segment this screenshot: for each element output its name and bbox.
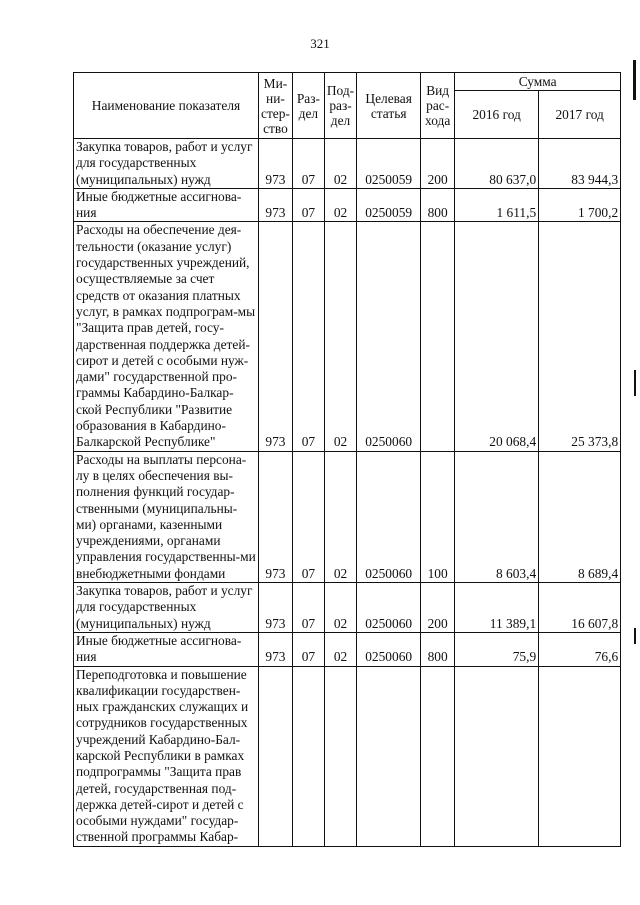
cell-subsection: 02 — [324, 583, 356, 633]
cell-name: Переподготовка и повышение квалификации государствен-ных гражданских служащих и сотрудников государственных учреждений Кабардино-Бал-карской Республики в рамках подпрограммы "Защита прав детей, государственная под-держка детей-сирот и детей с особыми нуждами" государ-ственной программы Кабар- — [74, 666, 259, 846]
cell-2016: 1 611,5 — [455, 188, 539, 222]
scan-mark-top — [633, 60, 636, 100]
cell-section: 07 — [292, 188, 324, 222]
cell-ministry: 973 — [259, 632, 293, 666]
header-section: Раз-дел — [292, 73, 324, 139]
table-row — [74, 139, 621, 189]
cell-2016: 80 637,0 — [455, 139, 539, 189]
header-expense-type: Вид рас-хода — [421, 73, 455, 139]
cell-ministry: 973 — [259, 139, 293, 189]
header-sum: Сумма — [455, 73, 621, 91]
cell-expense-type: 800 — [421, 632, 455, 666]
cell-target: 0250060 — [357, 222, 421, 451]
cell-name: Иные бюджетные ассигнова-ния — [74, 188, 259, 222]
cell-section: 07 — [292, 632, 324, 666]
cell-subsection: 02 — [324, 632, 356, 666]
cell-expense-type — [421, 666, 455, 846]
cell-section: 07 — [292, 583, 324, 633]
cell-section: 07 — [292, 451, 324, 582]
cell-expense-type: 200 — [421, 583, 455, 633]
cell-ministry: 973 — [259, 222, 293, 451]
cell-2016: 11 389,1 — [455, 583, 539, 633]
scan-mark-mid — [634, 370, 636, 396]
cell-ministry: 973 — [259, 451, 293, 582]
cell-name: Иные бюджетные ассигнова-ния — [74, 632, 259, 666]
cell-name: Закупка товаров, работ и услуг для государственных (муниципальных) нужд — [74, 139, 259, 189]
cell-subsection: 02 — [324, 222, 356, 451]
cell-2017: 76,6 — [539, 632, 621, 666]
cell-2017: 1 700,2 — [539, 188, 621, 222]
header-ministry: Ми-ни-стер-ство — [259, 73, 293, 139]
cell-expense-type: 200 — [421, 139, 455, 189]
scan-mark-low — [634, 628, 636, 644]
cell-target — [357, 666, 421, 846]
table-body — [74, 139, 621, 847]
budget-table — [73, 72, 621, 847]
table-row — [74, 222, 621, 451]
cell-2017 — [539, 666, 621, 846]
cell-2016: 75,9 — [455, 632, 539, 666]
header-subsection: Под-раз-дел — [324, 73, 356, 139]
cell-2016 — [455, 666, 539, 846]
cell-2016: 8 603,4 — [455, 451, 539, 582]
cell-2017: 25 373,8 — [539, 222, 621, 451]
cell-2017: 8 689,4 — [539, 451, 621, 582]
cell-subsection: 02 — [324, 139, 356, 189]
cell-2016: 20 068,4 — [455, 222, 539, 451]
cell-expense-type: 800 — [421, 188, 455, 222]
cell-subsection: 02 — [324, 188, 356, 222]
header-year-2016: 2016 год — [455, 91, 539, 139]
table-row — [74, 666, 621, 846]
cell-2017: 83 944,3 — [539, 139, 621, 189]
cell-ministry: 973 — [259, 188, 293, 222]
cell-2017: 16 607,8 — [539, 583, 621, 633]
header-target: Целевая статья — [357, 73, 421, 139]
cell-name: Закупка товаров, работ и услуг для государственных (муниципальных) нужд — [74, 583, 259, 633]
cell-target: 0250059 — [357, 188, 421, 222]
cell-ministry — [259, 666, 293, 846]
cell-name: Расходы на выплаты персона-лу в целях обеспечения вы-полнения функций государ-ственными (муниципальны-ми) органами, казенными учреждениями, органами управления государственны-ми внебюджетными фондами — [74, 451, 259, 582]
table-row — [74, 632, 621, 666]
cell-target: 0250059 — [357, 139, 421, 189]
cell-section — [292, 666, 324, 846]
cell-subsection: 02 — [324, 451, 356, 582]
cell-target: 0250060 — [357, 583, 421, 633]
header-year-2017: 2017 год — [539, 91, 621, 139]
header-name: Наименование показателя — [74, 73, 259, 139]
cell-section: 07 — [292, 222, 324, 451]
table-row — [74, 583, 621, 633]
cell-name: Расходы на обеспечение дея-тельности (оказание услуг) государственных учреждений, осуществляемые за счет средств от оказания платных услуг, в рамках подпрограм-мы "Защита прав детей, госу-дарственная поддержка детей-сирот и детей с особыми нуж-дами" государственной про-граммы Кабардино-Балкар-ской Республики "Развитие образования в Кабардино-Балкарской Республике" — [74, 222, 259, 451]
page-number: 321 — [310, 36, 330, 51]
cell-target: 0250060 — [357, 451, 421, 582]
table-row — [74, 451, 621, 582]
header-row-top — [74, 73, 621, 91]
cell-target: 0250060 — [357, 632, 421, 666]
cell-expense-type: 100 — [421, 451, 455, 582]
cell-ministry: 973 — [259, 583, 293, 633]
cell-expense-type — [421, 222, 455, 451]
cell-section: 07 — [292, 139, 324, 189]
table-row — [74, 188, 621, 222]
cell-subsection — [324, 666, 356, 846]
